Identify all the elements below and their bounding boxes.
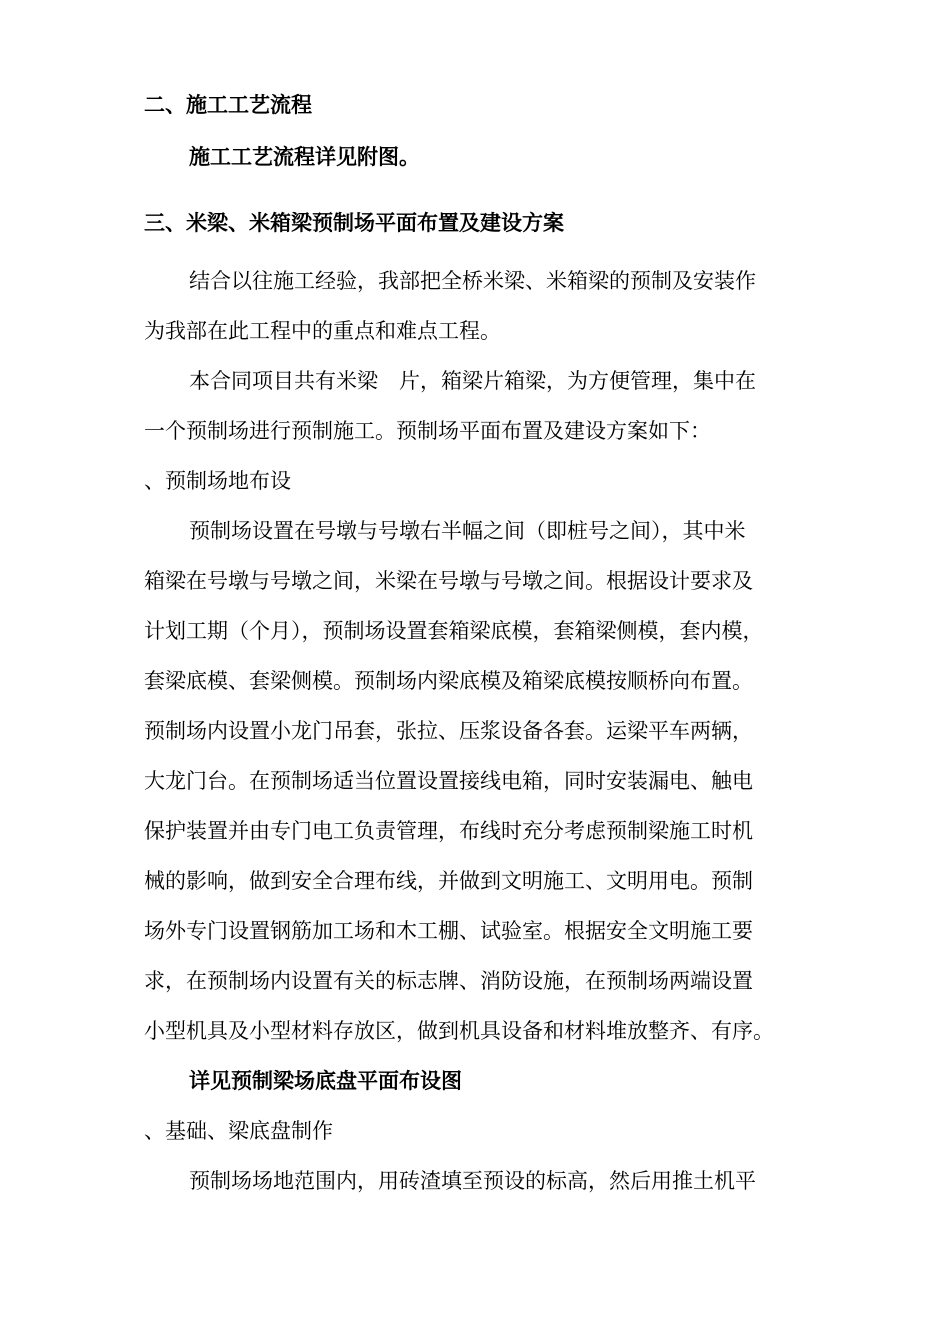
- section-heading-2: 二、施工工艺流程: [144, 92, 312, 117]
- flow-reference: 施工工艺流程详见附图。: [189, 144, 420, 169]
- paragraph-line: 预制场内设置小龙门吊套，张拉、压浆设备各套。运梁平车两辆，: [144, 719, 753, 743]
- paragraph-line: 场外专门设置钢筋加工场和木工棚、试验室。根据安全文明施工要: [144, 919, 753, 943]
- paragraph-line: 械的影响，做到安全合理布线，并做到文明施工、文明用电。预制: [144, 869, 753, 893]
- paragraph-line: 计划工期（个月），预制场设置套箱梁底模，套箱梁侧模，套内模，: [144, 619, 764, 643]
- paragraph-line: 预制场场地范围内，用砖渣填至预设的标高，然后用推土机平: [189, 1169, 756, 1193]
- paragraph-line: 本合同项目共有米梁 片，箱梁片箱梁，为方便管理，集中在: [189, 369, 756, 393]
- layout-figure-reference: 详见预制梁场底盘平面布设图: [189, 1068, 462, 1093]
- paragraph-line: 一个预制场进行预制施工。预制场平面布置及建设方案如下：: [144, 419, 711, 443]
- subsection-heading: 、基础、梁底盘制作: [144, 1119, 333, 1143]
- paragraph-line: 大龙门台。在预制场适当位置设置接线电箱，同时安装漏电、触电: [144, 769, 753, 793]
- paragraph-line: 求，在预制场内设置有关的标志牌、消防设施，在预制场两端设置: [144, 969, 753, 993]
- paragraph-line: 保护装置并由专门电工负责管理，布线时充分考虑预制梁施工时机: [144, 819, 753, 843]
- paragraph-line: 预制场设置在号墩与号墩右半幅之间（即桩号之间），其中米: [189, 519, 746, 543]
- section-heading-3: 三、米梁、米箱梁预制场平面布置及建设方案: [144, 210, 564, 235]
- paragraph-line: 结合以往施工经验，我部把全桥米梁、米箱梁的预制及安装作: [189, 269, 756, 293]
- subsection-heading: 、预制场地布设: [144, 469, 291, 493]
- paragraph-line: 小型机具及小型材料存放区，做到机具设备和材料堆放整齐、有序。: [144, 1019, 774, 1043]
- paragraph-line: 套梁底模、套梁侧模。预制场内梁底模及箱梁底模按顺桥向布置。: [144, 669, 753, 693]
- paragraph-line: 为我部在此工程中的重点和难点工程。: [144, 319, 501, 343]
- paragraph-line: 箱梁在号墩与号墩之间，米梁在号墩与号墩之间。根据设计要求及: [144, 569, 753, 593]
